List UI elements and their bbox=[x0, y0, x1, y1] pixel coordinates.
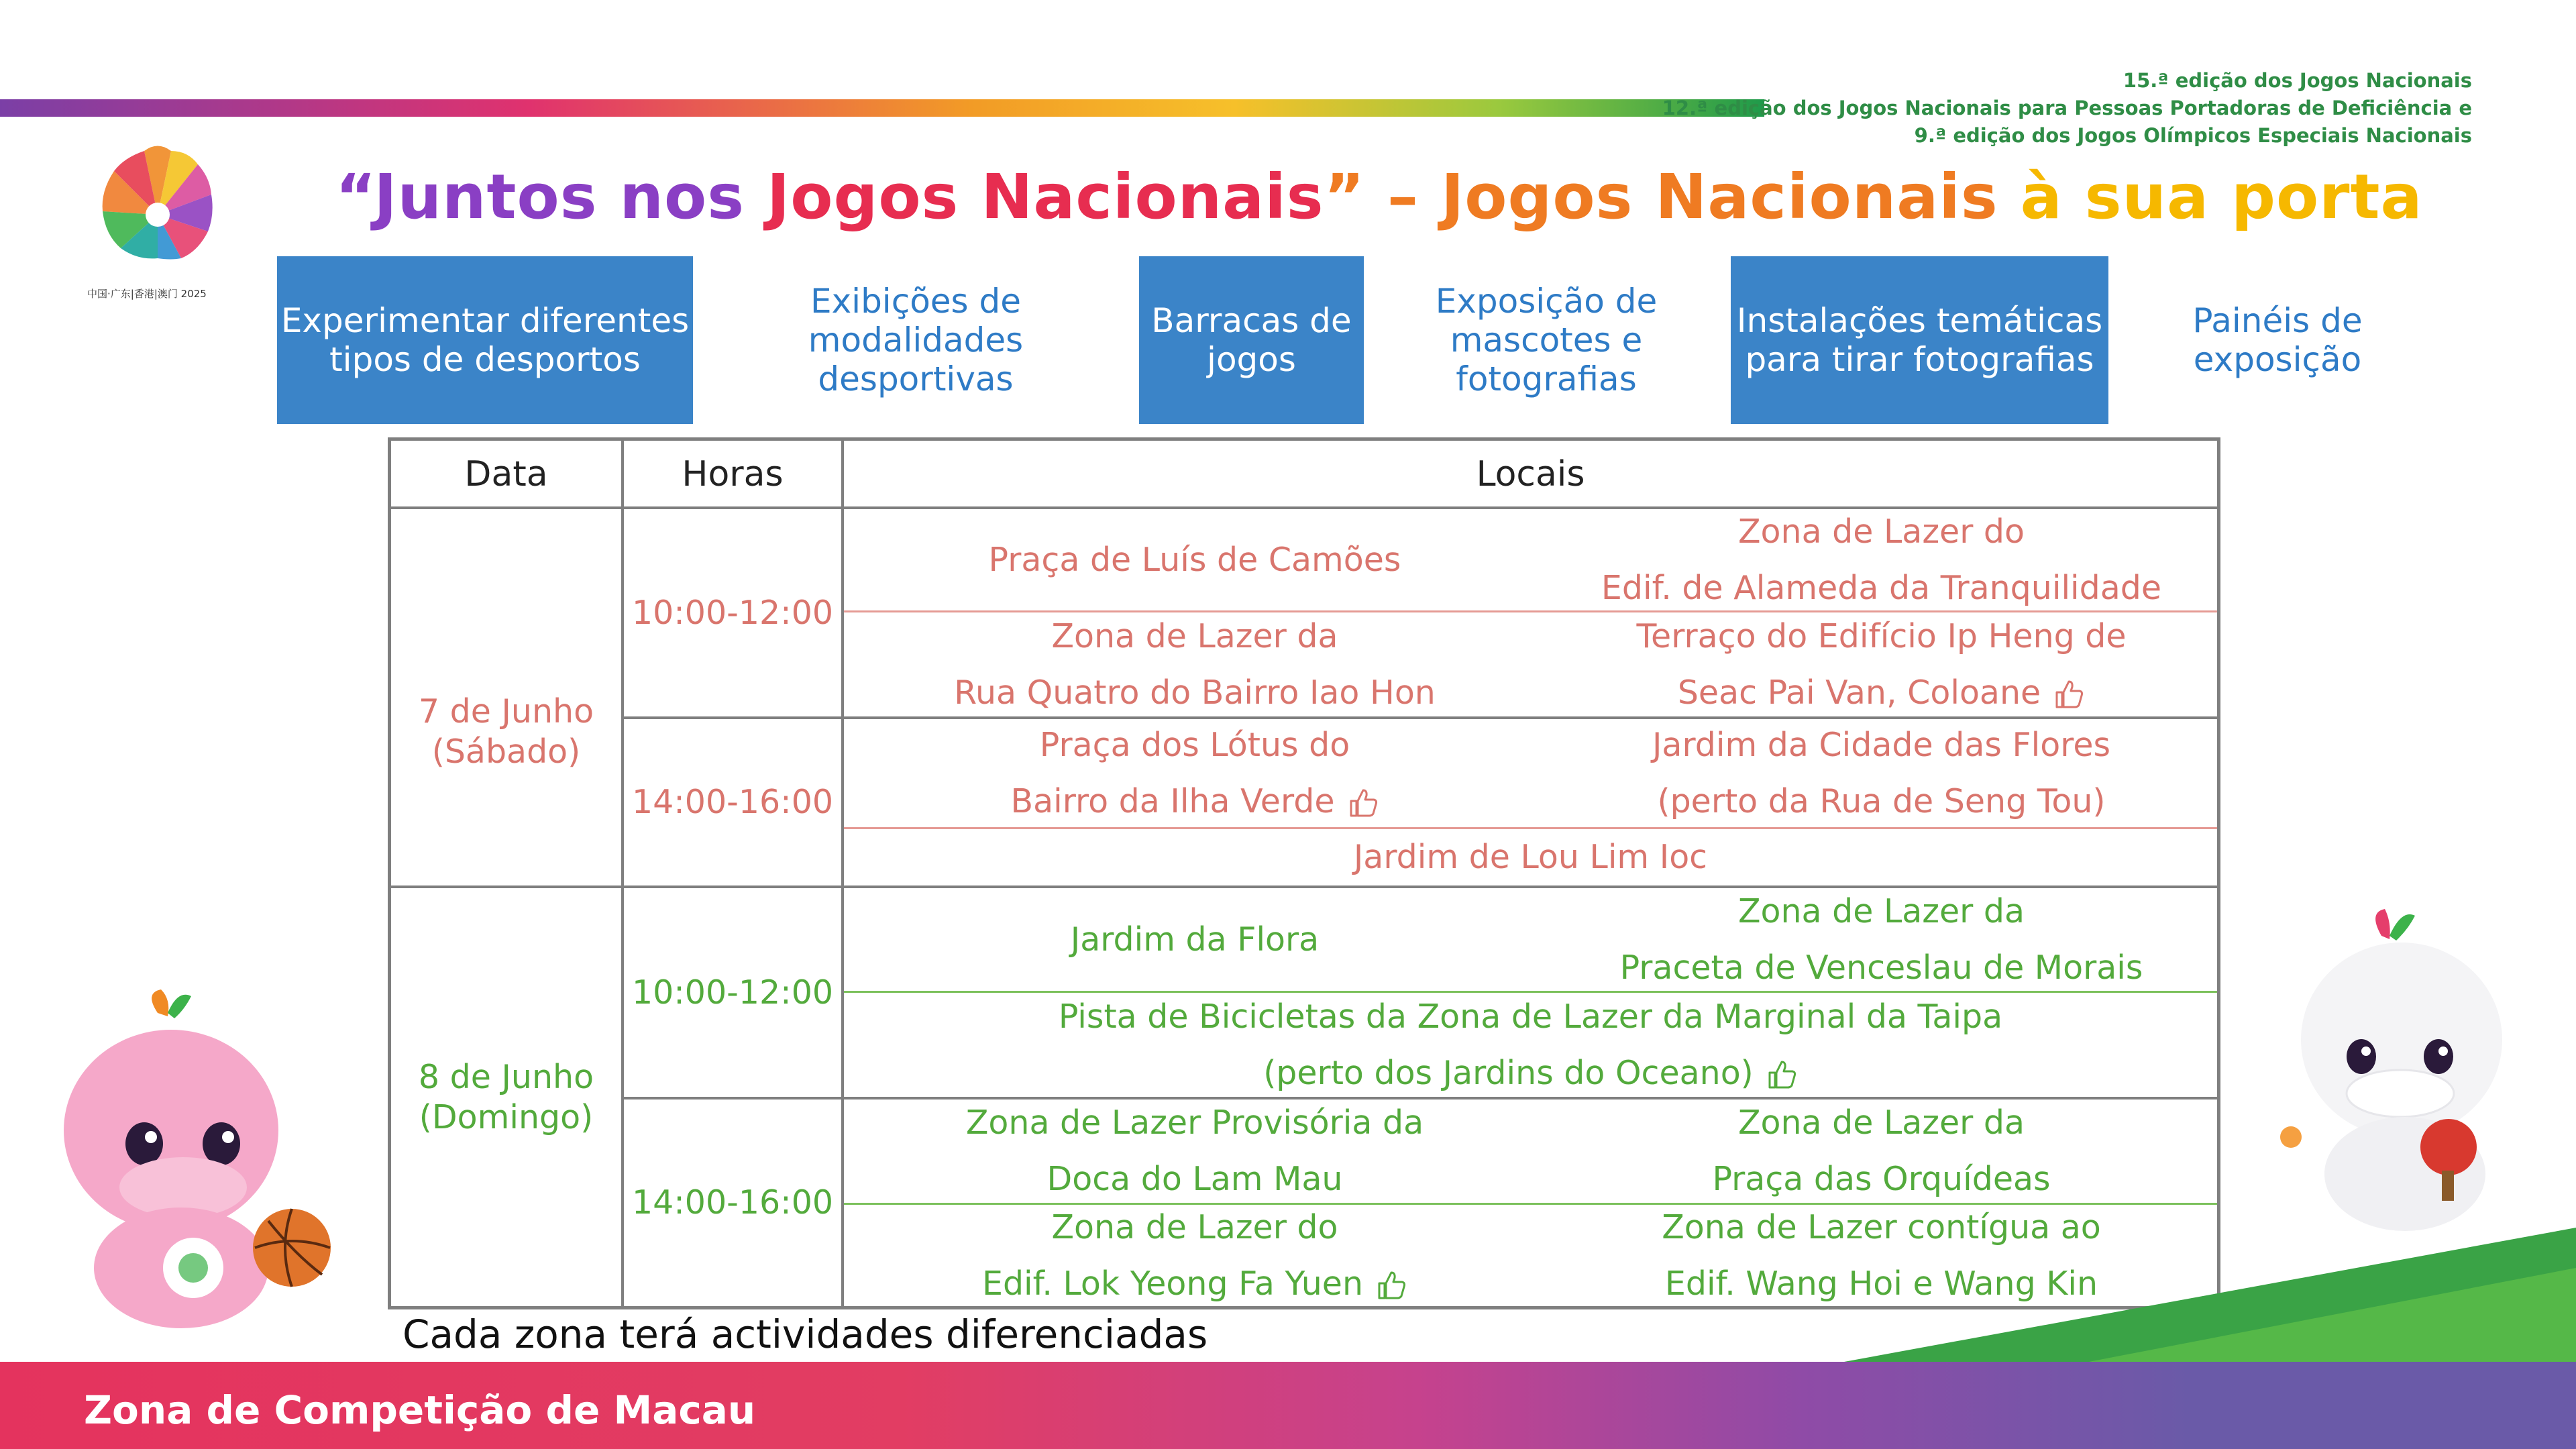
place-cell bbox=[844, 993, 2217, 1097]
place-cell bbox=[844, 829, 2217, 885]
category-label: Instalações temáticas bbox=[1736, 301, 2103, 340]
place-name: Zona de Lazer do bbox=[1737, 512, 2025, 551]
page-title bbox=[335, 161, 2423, 233]
category-label: tipos de desportos bbox=[329, 340, 641, 379]
place-name: Rua Quatro do Bairro Iao Hon bbox=[954, 673, 1436, 712]
place-name: (perto da Rua de Seng Tou) bbox=[1657, 782, 2106, 820]
category-sports-exhibitions bbox=[711, 256, 1120, 424]
time-label: 10:00-12:00 bbox=[631, 593, 834, 632]
edition-line-2: 12.ª edição dos Jogos Nacionais para Pessoas Portadoras de Deficiência e bbox=[1662, 97, 2472, 119]
place-name: Pista de Bicicletas da Zona de Lazer da Marginal da Taipa bbox=[1058, 997, 2003, 1036]
place-cell bbox=[1546, 719, 2217, 827]
time-cell bbox=[624, 719, 841, 885]
category-label: Painéis de bbox=[2192, 301, 2363, 340]
place-cell bbox=[1546, 1099, 2217, 1203]
headline-part-4: à sua porta bbox=[2020, 161, 2423, 233]
weekday-label: (Sábado) bbox=[431, 732, 581, 771]
games-logo-icon bbox=[80, 144, 241, 312]
date-label: 7 de Junho bbox=[418, 692, 594, 731]
place-name: Edif. de Alameda da Tranquilidade bbox=[1601, 568, 2162, 607]
place-cell bbox=[844, 888, 1546, 991]
edition-line-1: 15.ª edição dos Jogos Nacionais bbox=[2123, 69, 2472, 92]
category-label: Experimentar diferentes bbox=[280, 301, 690, 340]
place-name: Zona de Lazer da bbox=[1051, 616, 1338, 655]
headline-part-3: ” – Jogos Nacionais bbox=[1324, 161, 2021, 233]
place-cell bbox=[844, 1099, 1546, 1203]
place-name: Edif. Wang Hoi e Wang Kin bbox=[1664, 1264, 2098, 1303]
category-exhibition-panels bbox=[2127, 256, 2428, 424]
time-cell bbox=[624, 509, 841, 716]
time-label: 14:00-16:00 bbox=[631, 1183, 834, 1222]
place-cell bbox=[844, 719, 1546, 827]
category-label: jogos bbox=[1207, 340, 1296, 379]
place-name: Doca do Lam Mau bbox=[1046, 1160, 1343, 1198]
footer-title: Zona de Competição de Macau bbox=[84, 1387, 756, 1433]
place-cell bbox=[1546, 888, 2217, 991]
place-cell bbox=[1546, 509, 2217, 610]
place-name: Zona de Lazer do bbox=[1051, 1208, 1338, 1246]
category-label: para tirar fotografias bbox=[1745, 340, 2094, 379]
time-cell bbox=[624, 1099, 841, 1306]
header-places: Locais bbox=[1476, 454, 1585, 494]
place-name: (perto dos Jardins do Oceano) bbox=[1263, 1053, 1754, 1092]
category-label: Exposição de bbox=[1435, 282, 1658, 321]
category-label: Barracas de bbox=[1151, 301, 1352, 340]
time-label: 10:00-12:00 bbox=[631, 973, 834, 1012]
place-name: Bairro da Ilha Verde bbox=[1010, 782, 1335, 820]
place-name: Seac Pai Van, Coloane bbox=[1677, 673, 2041, 712]
mascot-pink-icon bbox=[27, 986, 342, 1335]
logo-caption: 中国·广东|香港|澳门 2025 bbox=[87, 288, 207, 300]
place-name: Praça dos Lótus do bbox=[1039, 725, 1350, 764]
headline-part-2: Jogos Nacionais bbox=[767, 161, 1324, 233]
time-label: 14:00-16:00 bbox=[631, 783, 834, 821]
place-name: Jardim de Lou Lim Ioc bbox=[1353, 838, 1708, 876]
thumbs-up-icon bbox=[2053, 679, 2085, 710]
category-sports-trial bbox=[277, 256, 693, 424]
category-game-stalls bbox=[1139, 256, 1364, 424]
category-mascot-exhibition bbox=[1382, 256, 1711, 424]
place-name: Praça das Orquídeas bbox=[1712, 1160, 2051, 1198]
place-name: Praceta de Venceslau de Morais bbox=[1619, 948, 2143, 987]
place-cell bbox=[844, 612, 1546, 716]
place-name: Terraço do Edifício Ip Heng de bbox=[1636, 616, 2127, 655]
thumbs-up-icon bbox=[1766, 1059, 1798, 1090]
category-label: exposição bbox=[2193, 340, 2362, 379]
category-label: fotografias bbox=[1456, 360, 1637, 398]
category-label: mascotes e bbox=[1450, 321, 1643, 360]
place-name: Zona de Lazer da bbox=[1737, 1104, 2025, 1142]
schedule-table bbox=[388, 437, 2220, 1309]
time-cell bbox=[624, 888, 841, 1097]
category-photo-installations bbox=[1731, 256, 2108, 424]
place-name: Zona de Lazer contígua ao bbox=[1662, 1208, 2101, 1246]
place-name: Jardim da Cidade das Flores bbox=[1652, 725, 2111, 764]
place-name: Zona de Lazer da bbox=[1737, 892, 2025, 930]
date-label: 8 de Junho bbox=[418, 1057, 594, 1096]
thumbs-up-icon bbox=[1347, 788, 1379, 818]
place-name: Edif. Lok Yeong Fa Yuen bbox=[981, 1264, 1364, 1303]
weekday-label: (Domingo) bbox=[419, 1097, 594, 1136]
header-date: Data bbox=[464, 454, 548, 494]
headline-part-1: “Juntos nos bbox=[335, 161, 767, 233]
place-cell bbox=[1546, 612, 2217, 716]
top-gradient-bar bbox=[0, 99, 1764, 117]
mascot-white-icon bbox=[2274, 906, 2536, 1241]
place-name: Praça de Luís de Camões bbox=[988, 540, 1401, 579]
header-hours: Horas bbox=[682, 454, 784, 494]
place-name: Zona de Lazer Provisória da bbox=[965, 1104, 1424, 1142]
date-cell-day2 bbox=[391, 888, 621, 1306]
place-name: Jardim da Flora bbox=[1070, 920, 1320, 959]
category-label: Exibições de bbox=[810, 282, 1021, 321]
category-label: modalidades desportivas bbox=[808, 321, 1024, 398]
editions-text bbox=[1662, 67, 2472, 150]
edition-line-3: 9.ª edição dos Jogos Olímpicos Especiais Nacionais bbox=[1914, 124, 2472, 147]
place-cell bbox=[844, 509, 1546, 610]
footnote: Cada zona terá actividades diferenciadas bbox=[402, 1311, 1208, 1357]
